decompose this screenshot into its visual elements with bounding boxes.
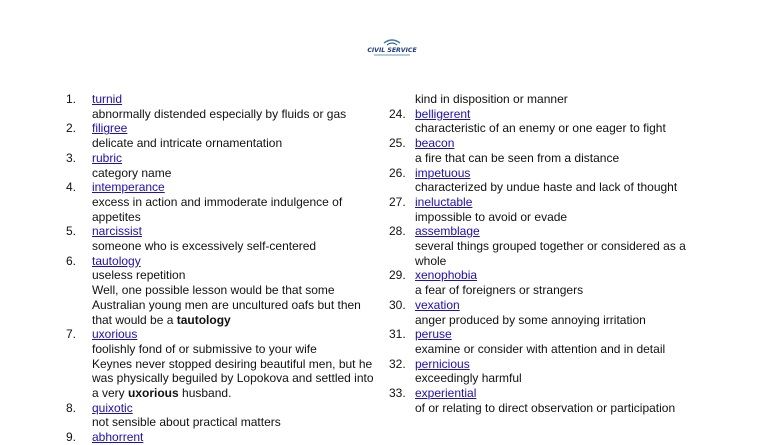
- vocab-entry: [66, 401, 376, 430]
- entry-number: 28.: [389, 224, 406, 239]
- definition: category name: [92, 165, 172, 180]
- entry-number: 31.: [389, 327, 406, 342]
- example-sentence: Keynes never stopped desiring beautiful men, but he was physically beguiled by Lopokova and settled into a very uxorious husband.: [92, 356, 374, 401]
- vocab-entry: [66, 180, 376, 224]
- definition: useless repetition: [92, 268, 186, 283]
- entry-number: 3.: [66, 150, 77, 165]
- vocab-word-link[interactable]: turnid: [92, 92, 123, 106]
- definition: not sensible about practical matters: [92, 415, 281, 430]
- vocab-entry: [389, 195, 689, 224]
- right-column: [389, 92, 689, 415]
- definition: anger produced by some annoying irritation: [415, 312, 646, 327]
- definition: someone who is excessively self-centered: [92, 239, 317, 254]
- entry-number: 9.: [66, 430, 77, 445]
- definition: abnormally distended especially by fluids or gas: [92, 106, 347, 121]
- definition: foolishly fond of or submissive to your wife: [92, 341, 317, 356]
- entry-number: 5.: [66, 224, 77, 239]
- definition: several things grouped together or considered as a whole: [415, 239, 686, 268]
- entry-number: 26.: [389, 165, 406, 180]
- entry-number: 4.: [66, 180, 77, 195]
- vocab-entry: [66, 151, 376, 180]
- entry-number: 27.: [389, 194, 406, 209]
- vocab-entry: [389, 136, 689, 165]
- vocab-word-link[interactable]: vexation: [415, 297, 460, 312]
- definition: a fear of foreigners or strangers: [415, 283, 584, 298]
- definition: delicate and intricate ornamentation: [92, 136, 283, 151]
- vocab-entry: [389, 224, 689, 268]
- vocab-word-link[interactable]: xenophobia: [415, 268, 478, 283]
- vocab-entry: [389, 166, 689, 195]
- logo-arc-inner: [387, 43, 397, 45]
- definition: exceedingly harmful: [415, 371, 522, 386]
- vocab-entry: [389, 107, 689, 136]
- vocab-word-link[interactable]: narcissist: [92, 224, 143, 239]
- entry-number: 2.: [66, 121, 77, 136]
- vocab-word-link[interactable]: uxorious: [92, 327, 138, 342]
- vocab-word-link[interactable]: filigree: [92, 121, 128, 136]
- vocab-entry: [66, 254, 376, 328]
- logo-text: CIVIL SERVICE: [367, 47, 417, 54]
- entry-number: 8.: [66, 400, 77, 415]
- definition: a fire that can be seen from a distance: [415, 150, 620, 165]
- vocab-entry: [66, 430, 376, 445]
- vocab-word-link[interactable]: assemblage: [415, 224, 480, 239]
- vocab-entry: [389, 268, 689, 297]
- entry-number: 29.: [389, 268, 406, 283]
- vocab-word-link[interactable]: experiential: [415, 386, 477, 401]
- vocab-entry: [389, 298, 689, 327]
- vocab-word-link[interactable]: belligerent: [415, 106, 471, 121]
- civil-service-logo: [364, 36, 420, 58]
- example-sentence: Well, one possible lesson would be that some Australian young men are uncultured oafs but then that would be a tautology: [92, 283, 361, 327]
- vocab-word-link[interactable]: quixotic: [92, 400, 133, 415]
- left-column: [66, 92, 376, 445]
- entry-number: 33.: [389, 386, 406, 401]
- entry-number: 7.: [66, 327, 77, 342]
- definition: characterized by undue haste and lack of thought: [415, 180, 678, 195]
- vocab-entry: [389, 357, 689, 386]
- vocab-word-link[interactable]: rubric: [92, 150, 123, 165]
- vocab-entry: [66, 92, 376, 121]
- vocab-word-link[interactable]: impetuous: [415, 165, 471, 180]
- definition: excess in action and immoderate indulgence of appetites: [92, 194, 343, 224]
- vocab-entry: [389, 386, 689, 415]
- vocab-entry: [389, 327, 689, 356]
- vocab-entry: [66, 327, 376, 401]
- definition: characteristic of an enemy or one eager to fight: [415, 121, 666, 136]
- entry-number: 1.: [66, 92, 77, 106]
- entry-number: 30.: [389, 297, 406, 312]
- vocab-word-link[interactable]: intemperance: [92, 180, 165, 195]
- entry-number: 25.: [389, 136, 406, 151]
- continued-definition: kind in disposition or manner: [415, 92, 568, 106]
- vocab-word-link[interactable]: ineluctable: [415, 194, 473, 209]
- entry-number: 32.: [389, 356, 406, 371]
- entry-number: 6.: [66, 253, 77, 268]
- vocab-word-link[interactable]: pernicious: [415, 356, 470, 371]
- definition: of or relating to direct observation or participation: [415, 400, 676, 415]
- vocab-word-link[interactable]: peruse: [415, 327, 452, 342]
- vocab-entry: [66, 224, 376, 253]
- vocab-entry: [66, 121, 376, 150]
- vocab-word-link[interactable]: beacon: [415, 136, 455, 151]
- definition: examine or consider with attention and in detail: [415, 341, 666, 356]
- entry-number: 24.: [389, 106, 406, 121]
- definition: impossible to avoid or evade: [415, 209, 568, 224]
- vocab-word-link[interactable]: abhorrent: [92, 430, 144, 445]
- vocab-word-link[interactable]: tautology: [92, 253, 141, 268]
